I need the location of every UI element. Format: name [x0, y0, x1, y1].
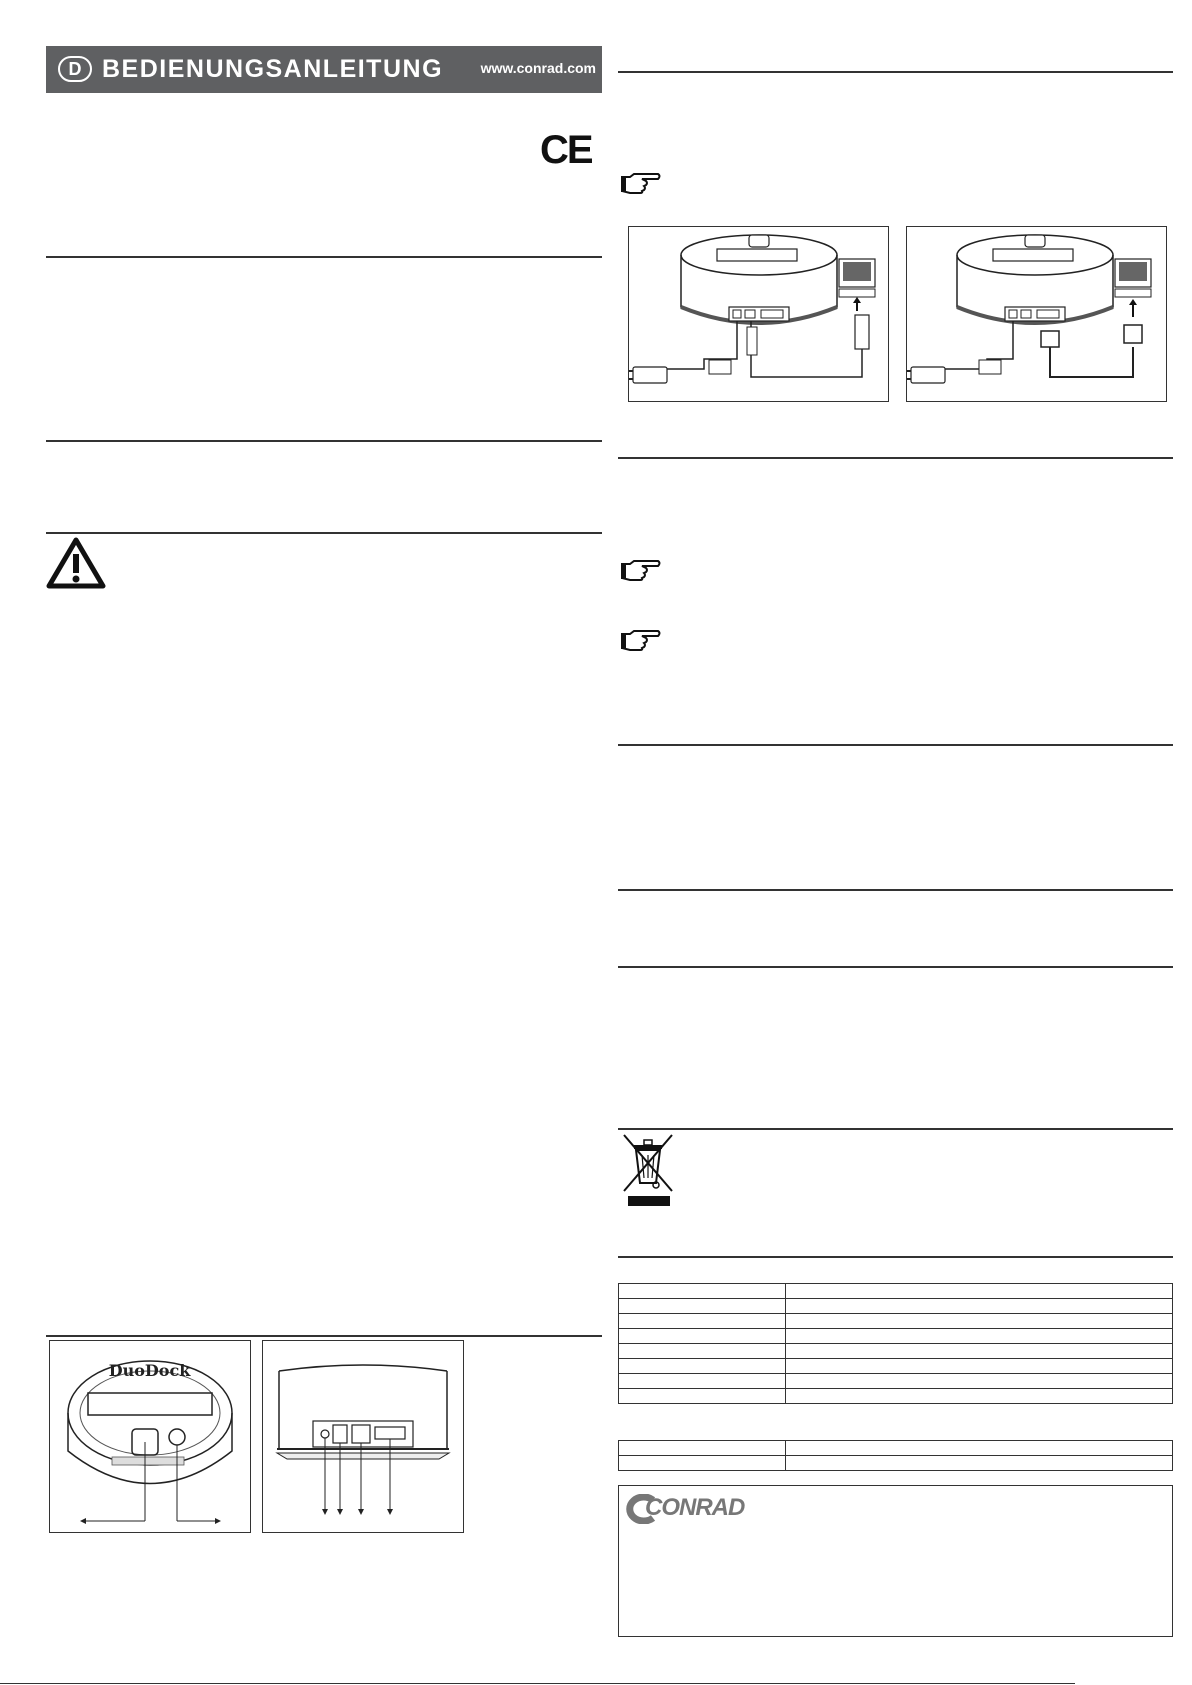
- warning-triangle-icon: [46, 537, 106, 589]
- imprint-box: [618, 1485, 1173, 1637]
- pointing-hand-icon: [620, 558, 662, 582]
- table-row: [619, 1441, 1173, 1456]
- page-bottom-rule: [0, 1683, 1075, 1684]
- table-row: [619, 1344, 1173, 1359]
- crossed-out-wheelie-bin-icon: [620, 1133, 676, 1207]
- figure-dock-front: [49, 1340, 251, 1533]
- section-rule: [46, 256, 602, 258]
- figure-dock-back: [262, 1340, 464, 1533]
- section-rule: [618, 1128, 1173, 1130]
- section-rule: [618, 966, 1173, 968]
- table-row: [619, 1314, 1173, 1329]
- pointing-hand-icon: [620, 628, 662, 652]
- section-rule: [618, 457, 1173, 459]
- header-bar: [46, 46, 602, 93]
- section-rule: [46, 532, 602, 534]
- section-rule: [618, 744, 1173, 746]
- table-row: [619, 1456, 1173, 1471]
- section-rule: [618, 71, 1173, 73]
- table-row: [619, 1299, 1173, 1314]
- table-row: [619, 1374, 1173, 1389]
- pointing-hand-icon: [620, 171, 662, 195]
- section-rule: [46, 440, 602, 442]
- table-row: [619, 1389, 1173, 1404]
- language-badge: D: [58, 56, 92, 82]
- power-supply-table: [618, 1440, 1173, 1471]
- section-rule: [618, 889, 1173, 891]
- page-title: BEDIENUNGSANLEITUNG: [102, 55, 444, 83]
- figure-usb-connection: [628, 226, 889, 402]
- section-rule: [618, 1256, 1173, 1258]
- figure-esata-connection: [906, 226, 1167, 402]
- conrad-logo: CONRAD: [645, 1494, 745, 1521]
- website-url[interactable]: www.conrad.com: [480, 60, 596, 76]
- table-row: [619, 1359, 1173, 1374]
- table-row: [619, 1284, 1173, 1299]
- product-logo: DuoDock: [108, 1361, 191, 1380]
- technical-data-table: [618, 1283, 1173, 1404]
- ce-mark: CE: [540, 128, 592, 172]
- section-rule: [46, 1335, 602, 1337]
- table-row: [619, 1329, 1173, 1344]
